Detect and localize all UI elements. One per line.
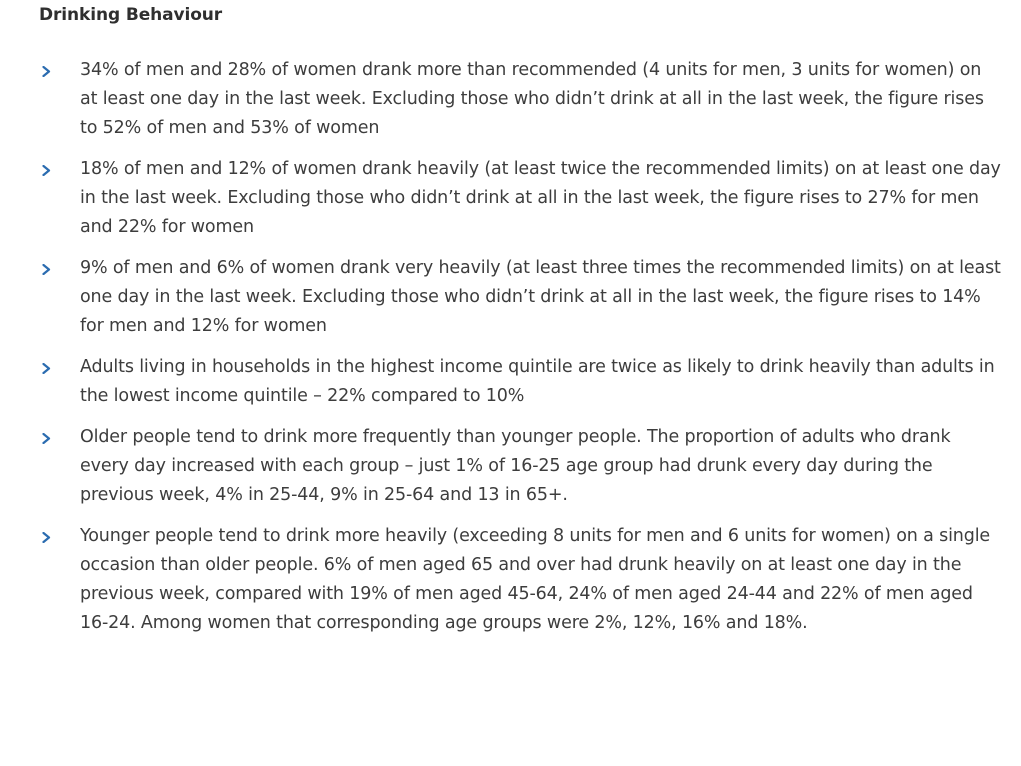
list-item	[0, 155, 1001, 242]
list-item-text: Younger people tend to drink more heavily (exceeding 8 units for men and 6 units for women) on a single occasion than older people. 6% of men aged 65 and over had drunk heavily on at least one day in the previous week, compared with 19% of men aged 45-64, 24% of men aged 24-44 and 22% of men aged 16-24. Among women that corresponding age groups were 2%, 12%, 16% and 18%.	[80, 526, 991, 633]
list-item-text: 18% of men and 12% of women drank heavily (at least twice the recommended limits) on at least one day in the last week. Excluding those who didn’t drink at all in the last week, the figure rises to 27% for men and 22% for women	[80, 159, 1001, 237]
list-item	[0, 353, 1001, 411]
list-item-text: Adults living in households in the highest income quintile are twice as likely to drink heavily than adults in the lowest income quintile – 22% compared to 10%	[80, 357, 995, 406]
list-item	[0, 56, 1001, 143]
list-item-text: Older people tend to drink more frequently than younger people. The proportion of adults who drank every day increased with each group – just 1% of 16-25 age group had drunk every day during the previous week, 4% in 25-44, 9% in 25-64 and 13 in 65+.	[80, 427, 951, 505]
chevron-right-icon	[42, 155, 56, 184]
section-heading: Drinking Behaviour	[39, 5, 223, 25]
bullet-list	[0, 56, 1021, 650]
list-item-text: 9% of men and 6% of women drank very heavily (at least three times the recommended limits) on at least one day in the last week. Excluding those who didn’t drink at all in the last week, the figure rises to 14% for men and 12% for women	[80, 258, 1001, 336]
chevron-right-icon	[42, 254, 56, 283]
chevron-right-icon	[42, 522, 56, 551]
list-item	[0, 254, 1001, 341]
list-item-text: 34% of men and 28% of women drank more than recommended (4 units for men, 3 units for women) on at least one day in the last week. Excluding those who didn’t drink at all in the last week, the figure rises to 52% of men and 53% of women	[80, 60, 984, 138]
chevron-right-icon	[42, 56, 56, 85]
list-item	[0, 522, 1001, 638]
chevron-right-icon	[42, 423, 56, 452]
list-item	[0, 423, 1001, 510]
chevron-right-icon	[42, 353, 56, 382]
